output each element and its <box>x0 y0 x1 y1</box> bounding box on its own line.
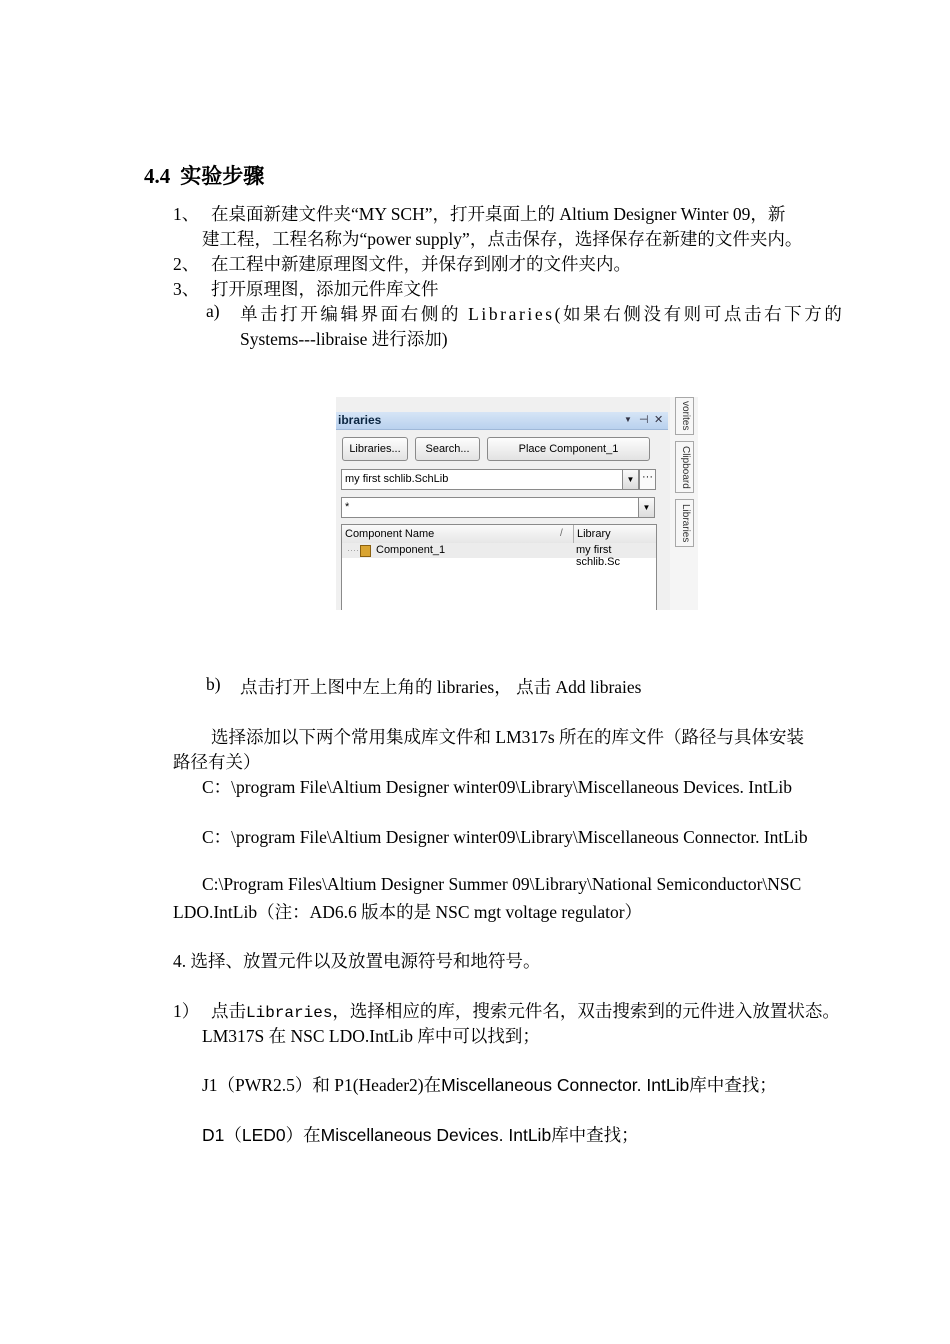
step-2-text: 在工程中新建原理图文件，并保存到刚才的文件夹内。 <box>211 254 631 274</box>
section-heading <box>144 160 264 190</box>
lm317-line: LM317S 在 NSC LDO.IntLib 库中可以找到； <box>202 1026 540 1046</box>
sort-indicator-icon: / <box>560 528 563 539</box>
table-row[interactable] <box>342 543 656 568</box>
library-select-value: my first schlib.SchLib <box>345 473 449 485</box>
component-list-header <box>342 525 656 544</box>
panel-title: ibraries <box>338 413 382 427</box>
tab-libraries[interactable]: Libraries <box>675 499 694 547</box>
substep-b-text: 点击打开上图中左上角的 libraries， 点击 Add libraies <box>240 677 642 697</box>
step-3-number: 3、 <box>173 279 200 299</box>
section-title: 实验步骤 <box>180 164 265 188</box>
step-4-1-text <box>211 998 840 1023</box>
step-4-1-text-b: Libraries <box>246 1004 333 1022</box>
step-4-1-number: 1） <box>173 1001 200 1021</box>
browse-button[interactable]: ··· <box>639 469 656 490</box>
path-nsc-line-2: LDO.IntLib（注：AD6.6 版本的是 NSC mgt voltage regulator） <box>173 902 643 922</box>
substep-b-label: b) <box>206 674 221 694</box>
step-1-line-2: 建工程，工程名称为“power supply”，点击保存，选择保存在新建的文件夹内。 <box>202 229 803 249</box>
step-1-line-1: 在桌面新建文件夹“MY SCH”，打开桌面上的 Altium Designer Winter 09，新 <box>211 204 786 224</box>
d1-line-c: 库中查找； <box>551 1125 639 1145</box>
component-name-cell: Component_1 <box>376 544 446 556</box>
tab-favorites[interactable]: vorites <box>675 397 694 435</box>
chevron-down-icon[interactable]: ▼ <box>622 470 638 489</box>
substep-a-line-1: 单击打开编辑界面右侧的 Libraries(如果右侧没有则可点击右下方的 <box>240 304 845 324</box>
j1-line-c: 库中查找； <box>689 1075 777 1095</box>
section-number: 4.4 <box>144 164 171 188</box>
close-icon[interactable]: ✕ <box>654 414 664 426</box>
substep-a-line-2: Systems---libraise 进行添加) <box>240 329 448 349</box>
d1-line <box>202 1122 639 1147</box>
step-2-number: 2、 <box>173 254 200 274</box>
column-component-name[interactable]: Component Name <box>345 528 435 540</box>
component-list[interactable] <box>341 524 657 610</box>
filter-value: * <box>345 501 350 513</box>
chevron-down-icon[interactable]: ▼ <box>638 498 654 517</box>
path-connector: C：\program File\Altium Designer winter09\Library\Miscellaneous Connector. IntLib <box>202 827 808 847</box>
column-library[interactable]: Library <box>577 528 611 540</box>
libraries-panel-screenshot <box>336 397 698 610</box>
libraries-button[interactable]: Libraries... <box>342 437 408 461</box>
tree-line: ···· <box>347 545 359 555</box>
place-component-button[interactable]: Place Component_1 <box>487 437 650 461</box>
substep-a-label: a) <box>206 301 220 321</box>
library-cell: my first schlib.Sc <box>576 544 621 568</box>
step-4-1-text-c: ，选择相应的库，搜索元件名，双击搜索到的元件进入放置状态。 <box>332 1001 840 1021</box>
search-button[interactable]: Search... <box>415 437 480 461</box>
step-4-1-text-a: 点击 <box>211 1001 246 1021</box>
tab-clipboard[interactable]: Clipboard <box>675 441 694 493</box>
panel-menu-arrow-icon[interactable]: ▼ <box>624 415 632 424</box>
path-devices: C：\program File\Altium Designer winter09\Library\Miscellaneous Devices. IntLib <box>202 777 793 797</box>
side-tab-strip <box>670 397 698 610</box>
j1-line-a: J1（PWR2.5）和 P1(Header2)在 <box>202 1075 442 1095</box>
step-3-text: 打开原理图，添加元件库文件 <box>211 279 439 299</box>
library-select[interactable] <box>341 469 639 490</box>
j1-line-b: Miscellaneous Connector. IntLib <box>441 1075 690 1095</box>
pin-icon[interactable]: ⊣ <box>639 414 649 426</box>
d1-line-b: Miscellaneous Devices. IntLib <box>320 1125 552 1145</box>
component-icon <box>360 545 371 557</box>
filter-input[interactable] <box>341 497 655 518</box>
paths-intro-line-2: 路径有关） <box>173 752 261 772</box>
column-divider <box>573 525 574 543</box>
step-1-number: 1、 <box>173 204 200 224</box>
j1-line <box>202 1072 777 1097</box>
paths-intro-line-1: 选择添加以下两个常用集成库文件和 LM317s 所在的库文件（路径与具体安装 <box>211 727 805 747</box>
panel-title-bar <box>336 412 668 430</box>
path-nsc-line-1: C:\Program Files\Altium Designer Summer 09\Library\National Semiconductor\NSC <box>202 874 802 894</box>
d1-line-a: D1（LED0）在 <box>202 1125 321 1145</box>
step-4-title: 4. 选择、放置元件以及放置电源符号和地符号。 <box>173 951 541 971</box>
